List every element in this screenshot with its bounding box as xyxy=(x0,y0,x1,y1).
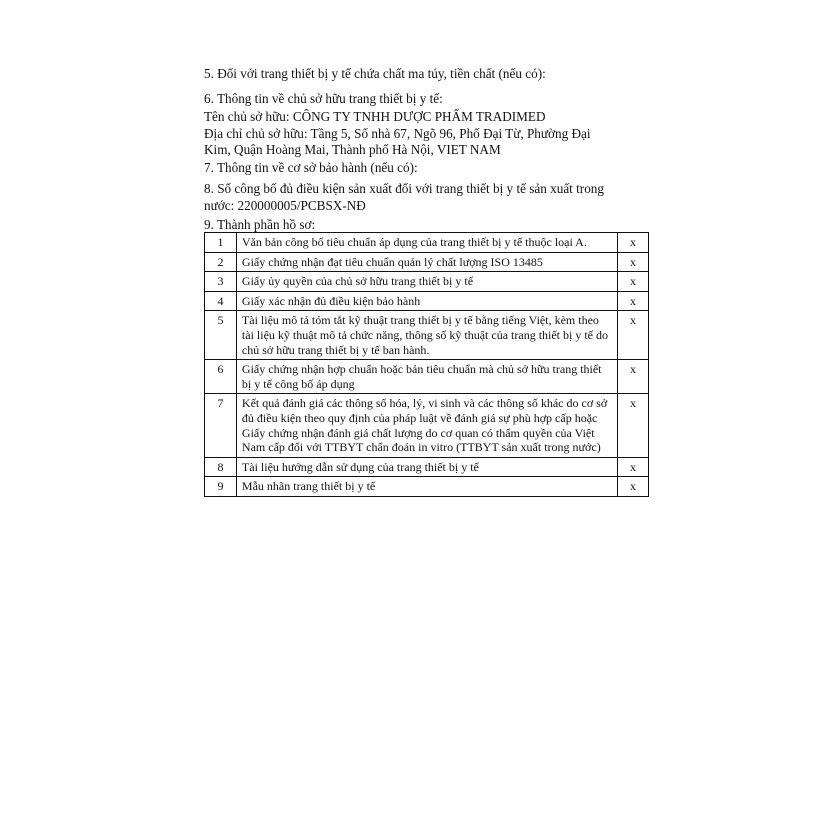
owner-address-line1: Địa chỉ chủ sở hữu: Tầng 5, Số nhà 67, Ngõ 96, Phố Đại Từ, Phường Đại xyxy=(204,125,591,141)
row-document: Giấy chứng nhận hợp chuẩn hoặc bản tiêu chuẩn mà chủ sở hữu trang thiết bị y tế công bố áp dụng xyxy=(236,360,617,394)
row-number: 1 xyxy=(205,233,237,253)
section-6-title: 6. Thông tin về chủ sở hữu trang thiết bị y tế: xyxy=(204,90,443,106)
document-page xyxy=(204,66,650,497)
row-number: 9 xyxy=(205,477,237,497)
table-row xyxy=(205,252,649,272)
row-number: 3 xyxy=(205,272,237,292)
row-check-mark: x xyxy=(618,233,649,253)
table-row xyxy=(205,394,649,457)
section-5: 5. Đối với trang thiết bị y tế chứa chất ma túy, tiền chất (nếu có): xyxy=(204,66,546,81)
row-document: Mẫu nhãn trang thiết bị y tế xyxy=(236,477,617,497)
row-number: 8 xyxy=(205,457,237,477)
row-check-mark: x xyxy=(618,311,649,360)
row-document: Tài liệu hướng dẫn sử dụng của trang thiết bị y tế xyxy=(236,457,617,477)
row-check-mark: x xyxy=(618,252,649,272)
section-7: 7. Thông tin về cơ sở bảo hành (nếu có): xyxy=(204,159,418,175)
table-row xyxy=(205,272,649,292)
owner-name: Tên chủ sở hữu: CÔNG TY TNHH DƯỢC PHẨM TRADIMED xyxy=(204,109,546,124)
section-8-line2: nước: 220000005/PCBSX-NĐ xyxy=(204,197,366,213)
row-check-mark: x xyxy=(618,291,649,311)
row-check-mark: x xyxy=(618,477,649,497)
table-row xyxy=(205,311,649,360)
row-number: 5 xyxy=(205,311,237,360)
table-row xyxy=(205,477,649,497)
row-document: Giấy chứng nhận đạt tiêu chuẩn quản lý chất lượng ISO 13485 xyxy=(236,252,617,272)
row-check-mark: x xyxy=(618,272,649,292)
section-8-line1: 8. Số công bố đủ điều kiện sản xuất đối với trang thiết bị y tế sản xuất trong xyxy=(204,181,604,196)
row-check-mark: x xyxy=(618,394,649,457)
row-document: Giấy ủy quyền của chủ sở hữu trang thiết bị y tế xyxy=(236,272,617,292)
row-document: Kết quả đánh giá các thông số hóa, lý, vi sinh và các thông số khác do cơ sở đủ điều kiện theo quy định của pháp luật về đánh giá sự phù hợp cấp hoặc Giấy chứng nhận đánh giá chất lượng do cơ quan có thẩm quyền của Việt Nam cấp đối với TTBYT chẩn đoán in vitro (TTBYT sản xuất trong nước) xyxy=(236,394,617,457)
row-check-mark: x xyxy=(618,360,649,394)
row-number: 6 xyxy=(205,360,237,394)
section-9: 9. Thành phần hồ sơ: xyxy=(204,217,316,232)
table-row xyxy=(205,233,649,253)
row-check-mark: x xyxy=(618,457,649,477)
row-number: 2 xyxy=(205,252,237,272)
row-document: Giấy xác nhận đủ điều kiện bảo hành xyxy=(236,291,617,311)
documents-table xyxy=(204,232,649,497)
row-document: Tài liệu mô tả tóm tắt kỹ thuật trang thiết bị y tế bằng tiếng Việt, kèm theo tài liệu kỹ thuật mô tả chức năng, thông số kỹ thuật của trang thiết bị y tế do chủ sở hữu trang thiết bị y tế ban hành. xyxy=(236,311,617,360)
table-row xyxy=(205,360,649,394)
row-number: 4 xyxy=(205,291,237,311)
table-row xyxy=(205,457,649,477)
owner-address-line2: Kim, Quận Hoàng Mai, Thành phố Hà Nội, VIET NAM xyxy=(204,142,501,157)
table-row xyxy=(205,291,649,311)
row-number: 7 xyxy=(205,394,237,457)
row-document: Văn bản công bố tiêu chuẩn áp dụng của trang thiết bị y tế thuộc loại A. xyxy=(236,233,617,253)
